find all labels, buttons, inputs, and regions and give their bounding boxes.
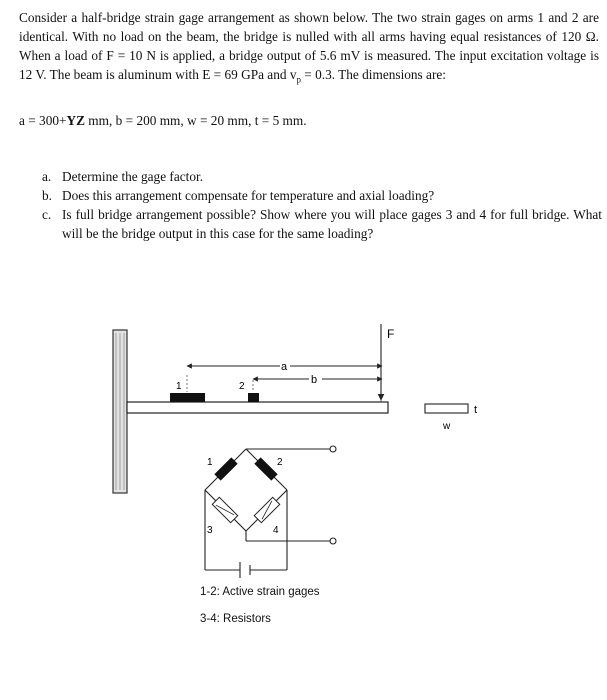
dimension-b-label: b: [311, 374, 318, 386]
legend-resistors: 3-4: Resistors: [200, 613, 271, 625]
cross-section-t-label: t: [474, 404, 478, 416]
cross-section-w-label: w: [443, 421, 451, 432]
problem-intro: Consider a half-bridge strain gage arrangement as shown below. The two strain gages on arms 1 and 2 are identical. With no load on the beam, the bridge is nulled with all arms having equal resistances of 120 Ω. When a load of F = 10 N is applied, a bridge output of 5.6 mV is measured. The input excitation voltage is 12 V. The beam is aluminum with E = 69 GPa and v: [19, 10, 599, 82]
bridge-arm-1-label: 1: [207, 457, 213, 468]
bridge-resistor-3: [212, 497, 237, 522]
beam-cross-section: [425, 404, 477, 432]
question-text: Determine the gage factor.: [62, 169, 204, 184]
dimension-b: [253, 374, 382, 386]
question-label: c.: [42, 207, 52, 222]
question-label: b.: [42, 188, 52, 203]
gage-1-label: 1: [176, 381, 182, 392]
force-label: F: [387, 327, 395, 341]
poisson-subscript: p: [296, 74, 301, 85]
dimension-a-label: a: [281, 361, 288, 373]
gage-2-label: 2: [239, 381, 245, 392]
force-arrow: [381, 324, 394, 402]
gage-1: [170, 393, 205, 402]
dims-prefix: a = 300+: [19, 113, 67, 128]
dims-bold: YZ: [66, 113, 85, 128]
problem-intro-end: = 0.3. The dimensions are:: [300, 67, 446, 82]
question-text: Is full bridge arrangement possible? Show where you will place gages 3 and 4 for full bridge. What will be the bridge output in this case for the same loading?: [62, 207, 602, 241]
bridge-arm-4-label: 4: [273, 525, 279, 536]
legend-active-gages: 1-2: Active strain gages: [200, 586, 320, 598]
bridge-gage-2: [254, 457, 277, 480]
question-label: a.: [42, 169, 52, 184]
cantilever-beam: [127, 402, 388, 413]
bridge-gage-1: [214, 457, 237, 480]
dims-suffix: mm, b = 200 mm, w = 20 mm, t = 5 mm.: [84, 113, 307, 128]
question-text: Does this arrangement compensate for temperature and axial loading?: [62, 188, 435, 203]
bridge-arm-3-label: 3: [207, 525, 213, 536]
bridge-arm-2-label: 2: [277, 457, 283, 468]
bridge-resistor-4: [254, 497, 279, 522]
dimension-a: [187, 361, 382, 373]
wall-support: [113, 330, 127, 493]
gage-2: [248, 393, 259, 402]
